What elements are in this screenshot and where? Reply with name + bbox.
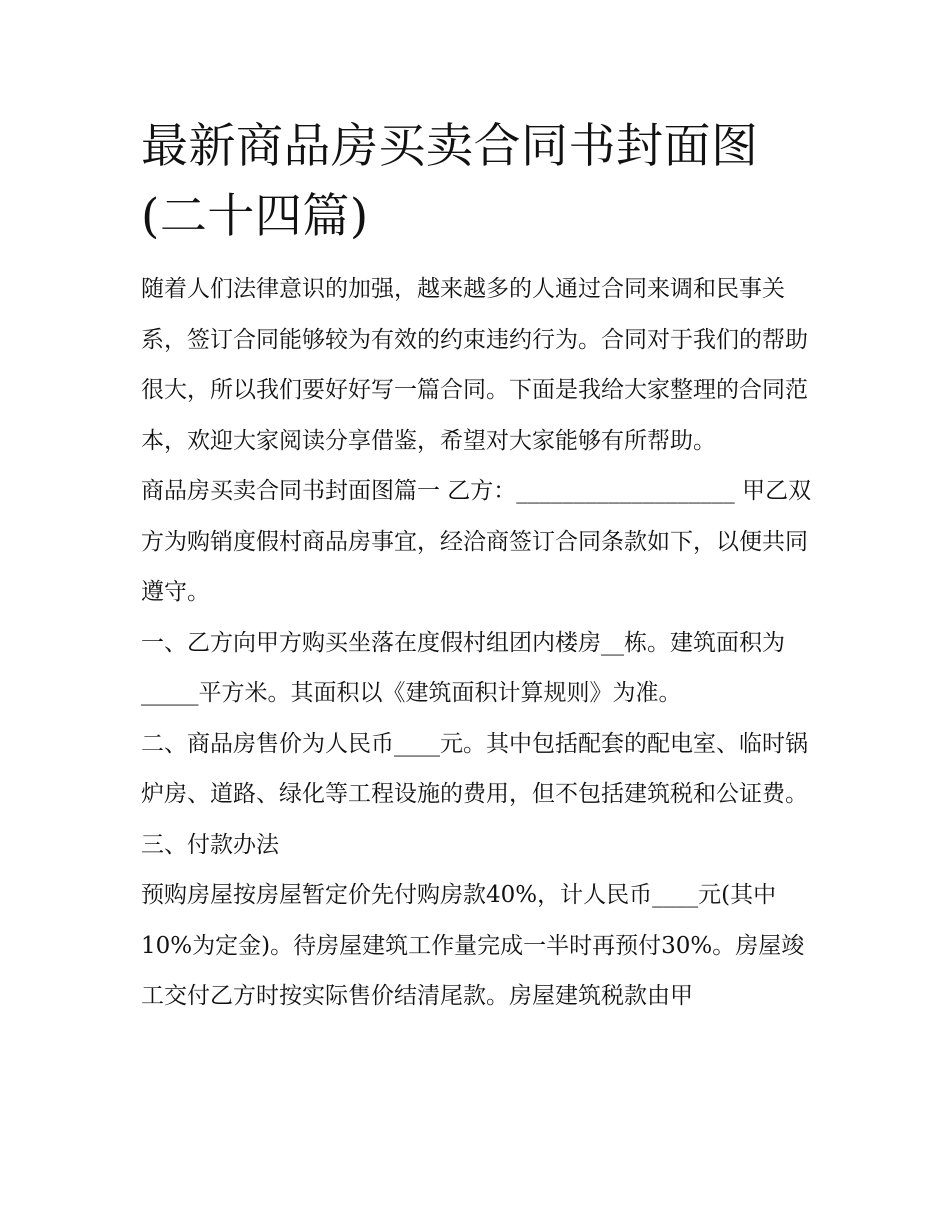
title-line-2: (二十四篇) [141, 189, 369, 244]
document-body [141, 112, 821, 1022]
paragraph-payment: 预购房屋按房屋暂定价先付购房款40%，计人民币____元(其中10%为定金)。待房屋建筑工作量完成一半时再预付30%。房屋竣工交付乙方时按实际售价结清尾款。房屋建筑税款由甲 [141, 882, 805, 1009]
paragraph-intro: 随着人们法律意识的加强，越来越多的人通过合同来调和民事关系，签订合同能够较为有效的约束违约行为。合同对于我们的帮助很大，所以我们要好好写一篇合同。下面是我给大家整理的合同范本，欢迎大家阅读分享借鉴，希望对大家能够有所帮助。 [141, 276, 808, 454]
title-line-1: 最新商品房买卖合同书封面图 [141, 119, 759, 174]
paragraph-clause-1: 一、乙方向甲方购买坐落在度假村组团内楼房__栋。建筑面积为_____平方米。其面积以《建筑面积计算规则》为准。 [141, 629, 785, 706]
document-title [141, 112, 821, 252]
paragraph-clause-2: 二、商品房售价为人民币____元。其中包括配套的配电室、临时锅炉房、道路、绿化等工程设施的费用，但不包括建筑税和公证费。 三、付款办法 [141, 730, 808, 858]
paragraph-parties: 商品房买卖合同书封面图篇一 乙方：___________________ 甲乙双方为购销度假村商品房事宜，经洽商签订合同条款如下，以便共同遵守。 [141, 478, 812, 605]
